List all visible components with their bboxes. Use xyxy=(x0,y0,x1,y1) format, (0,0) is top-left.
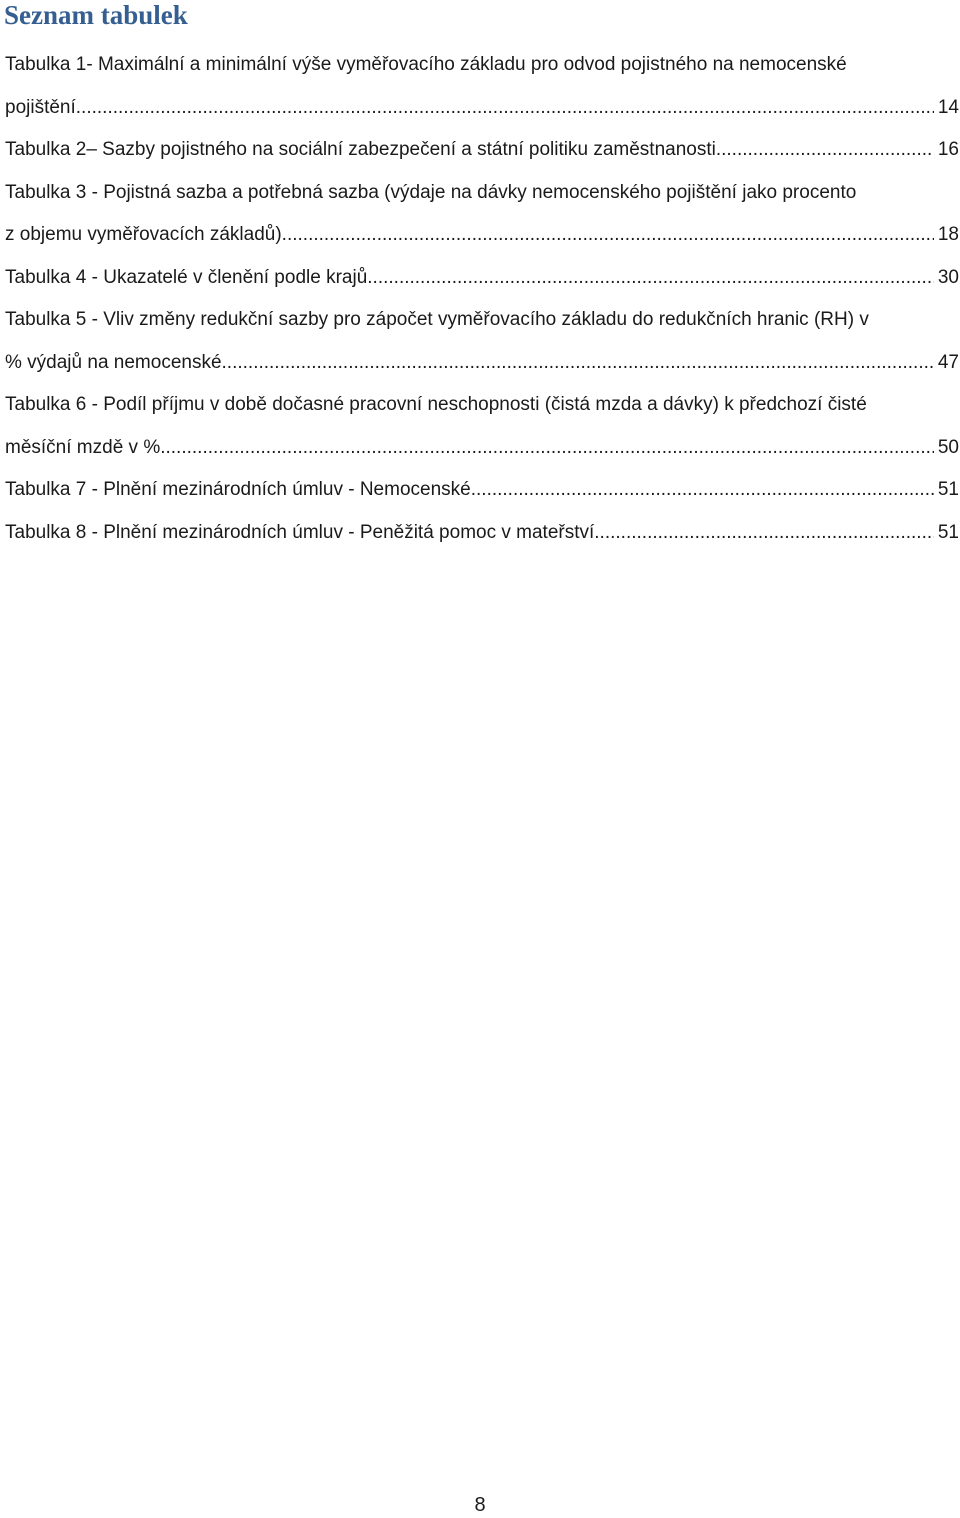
toc-entry-page-number: 51 xyxy=(937,521,959,543)
page-title: Seznam tabulek xyxy=(4,0,188,30)
toc-entry-tabulka-6[interactable] xyxy=(5,384,959,469)
toc-entry-page-number: 14 xyxy=(937,96,959,118)
toc-entry-title: Tabulka 7 - Plnění mezinárodních úmluv - Nemocenské xyxy=(5,479,471,500)
toc-entry-title-end: pojištění xyxy=(5,96,76,118)
toc-entry-first-line xyxy=(5,44,959,87)
toc-entry-title: Tabulka 2– Sazby pojistného na sociální zabezpečení a státní politiku zaměstnanosti xyxy=(5,139,716,160)
toc-entry-first-line xyxy=(5,172,959,215)
dot-leader xyxy=(76,87,934,130)
toc-entry-title-line: Tabulka 1- Maximální a minimální výše vyměřovacího základu pro odvod pojistného na nemocenské xyxy=(5,54,847,75)
table-of-tables xyxy=(5,44,959,554)
dot-leader xyxy=(471,469,934,512)
dot-leader xyxy=(594,512,934,555)
toc-entry-tabulka-7[interactable] xyxy=(5,469,959,512)
toc-entry-last-line xyxy=(5,214,959,257)
toc-entry-tabulka-4[interactable] xyxy=(5,257,959,300)
dot-leader xyxy=(282,214,934,257)
toc-entry-title: Tabulka 4 - Ukazatelé v členění podle krajů xyxy=(5,266,368,288)
toc-entry-last-line xyxy=(5,342,959,385)
toc-entry-title-line: Tabulka 5 - Vliv změny redukční sazby pro zápočet vyměřovacího základu do redukčních hranic (RH) v xyxy=(5,309,869,330)
dot-leader xyxy=(367,257,934,300)
toc-entry-title-line: Tabulka 3 - Pojistná sazba a potřebná sazba (výdaje na dávky nemocenského pojištění jako procento xyxy=(5,181,857,203)
toc-entry-last-line xyxy=(5,469,959,512)
toc-entry-last-line xyxy=(5,257,959,300)
toc-entry-tabulka-3[interactable] xyxy=(5,172,959,257)
toc-entry-page-number: 51 xyxy=(937,479,959,500)
toc-entry-last-line xyxy=(5,427,959,470)
page-number: 8 xyxy=(474,1494,486,1516)
toc-entry-page-number: 18 xyxy=(937,224,959,245)
toc-entry-last-line xyxy=(5,87,959,130)
toc-entry-tabulka-5[interactable] xyxy=(5,299,959,384)
toc-entry-title: Tabulka 8 - Plnění mezinárodních úmluv - Peněžitá pomoc v mateřství xyxy=(5,521,595,543)
dot-leader xyxy=(160,427,934,470)
toc-entry-title-line: Tabulka 6 - Podíl příjmu v době dočasné pracovní neschopnosti (čistá mzda a dávky) k předchozí čisté xyxy=(5,394,867,415)
toc-entry-title-end: z objemu vyměřovacích základů) xyxy=(5,224,282,245)
toc-entry-tabulka-8[interactable] xyxy=(5,512,959,555)
toc-entry-last-line xyxy=(5,512,959,555)
toc-entry-tabulka-1[interactable] xyxy=(5,44,959,129)
dot-leader xyxy=(222,342,934,385)
toc-entry-title-end: měsíční mzdě v % xyxy=(5,436,161,458)
toc-entry-page-number: 47 xyxy=(937,351,959,373)
toc-entry-title-end: % výdajů na nemocenské xyxy=(5,351,222,373)
toc-entry-page-number: 16 xyxy=(937,139,959,160)
toc-entry-page-number: 50 xyxy=(937,436,959,458)
dot-leader xyxy=(716,129,934,172)
toc-entry-first-line xyxy=(5,384,959,427)
toc-entry-tabulka-2[interactable] xyxy=(5,129,959,172)
toc-entry-last-line xyxy=(5,129,959,172)
toc-entry-page-number: 30 xyxy=(937,266,959,288)
toc-entry-first-line xyxy=(5,299,959,342)
